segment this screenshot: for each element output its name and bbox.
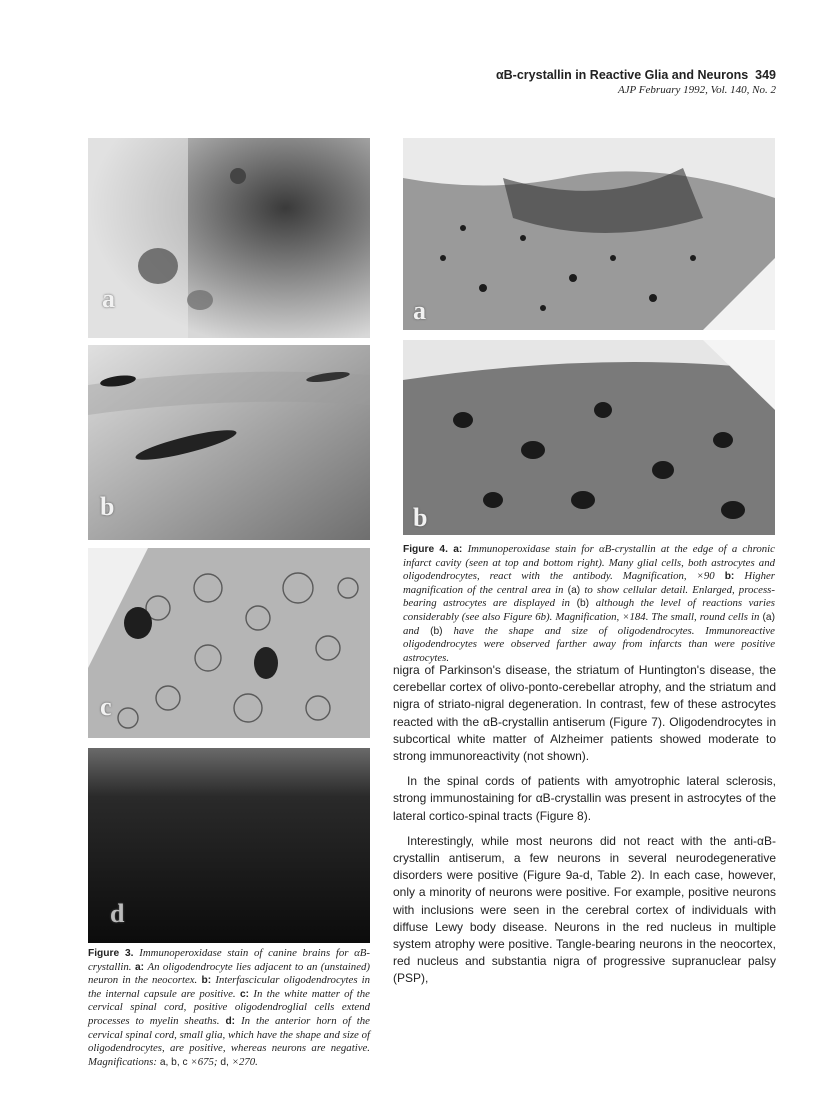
panel-ref: c: <box>239 988 250 1000</box>
paragraph: nigra of Parkinson's disease, the striatum of Huntington's disease, the cerebellar cortex of olivo-ponto-cerebellar atrophy, and the striatum and nigra of striato-nigral degeneration. In contrast, few of these astrocytes reacted with the αB-crystallin antiserum (Figure 7). Oligodendrocytes in subcortical white matter of Alzheimer patients showed moderate to strong immunoreactivity (not shown). <box>393 663 776 764</box>
body-text <box>393 662 776 996</box>
caption-text: to show cellular detail. Enlarged, process-bearing astrocytes are displayed in <box>403 583 775 610</box>
micrograph-image <box>88 138 370 338</box>
panel-label: d <box>110 899 125 928</box>
figure3-caption <box>88 947 370 1069</box>
panel-ref: b: <box>201 975 212 987</box>
caption-text: Immunoperoxidase stain of canine brains for αB-crystallin. <box>88 947 370 973</box>
caption-text: and <box>403 624 420 637</box>
running-title: αB-crystallin in Reactive Glia and Neurons <box>495 68 749 82</box>
figure-label: Figure 3. <box>88 948 134 959</box>
figure4-caption <box>403 543 775 665</box>
caption-text: ×675; <box>190 1055 218 1068</box>
paragraph: Interestingly, while most neurons did not react with the anti-αB-crystallin antiserum, a few neurons in several neurodegenerative disorders were positive (Figure 9a-d, Table 2). In each case, however, only a minority of neurons were positive. For example, positive neurons with inclusions were seen in the cerebral cortex of individuals with diffuse Lewy body disease. Neurons in the red nucleus in multiple system atrophy were positive. Tangle-bearing neurons in the neocortex, red nucleus and substantia nigra of progressive supranuclear palsy (PSP), <box>393 833 776 986</box>
figure3-panel-a <box>88 138 370 338</box>
micrograph-image <box>403 138 775 330</box>
caption-text: An oligodendrocyte lies adjacent to an (unstained) neuron in the neocortex. <box>88 960 370 987</box>
caption-text: In the white matter of the cervical spinal cord, positive oligodendroglial cells extend processes to myelin sheaths. <box>88 987 370 1027</box>
figure3-panel-b <box>88 345 370 540</box>
panel-ref: b: <box>724 571 735 583</box>
figure4-panel-b <box>403 340 775 535</box>
panel-ref: (b) <box>576 598 590 610</box>
panel-ref: d, <box>220 1056 229 1068</box>
panel-ref: a: <box>453 544 463 555</box>
caption-text: although the level of reactions varies considerably (see also Figure 6b). Magnification, ×184. The small, round cells in <box>403 597 775 623</box>
figure3-panel-d <box>88 748 370 943</box>
caption-text: Interfascicular oligodendrocytes in the internal capsule are positive. <box>88 974 370 1000</box>
panel-ref: a: <box>134 961 145 973</box>
figure-label: Figure 4. <box>403 544 448 555</box>
caption-text: Immunoperoxidase stain for αB-crystallin at the edge of a chronic infarct cavity (seen at top and bottom right). Many glial cells, both astrocytes and oligodendrocytes, react with the antibody. Magnification, ×90 <box>403 543 775 583</box>
panel-label: b <box>100 492 115 521</box>
running-header <box>380 68 776 82</box>
caption-text: In the anterior horn of the cervical spinal cord, small glia, which have the shape and size of oligodendrocytes, are positive, whereas neurons are negative. Magnifications: <box>88 1014 370 1068</box>
micrograph-image <box>88 748 370 943</box>
caption-text: ×270. <box>231 1055 258 1068</box>
journal-citation: AJP February 1992, Vol. 140, No. 2 <box>617 84 776 96</box>
micrograph-image <box>88 548 370 738</box>
page-number: 349 <box>755 68 776 82</box>
figure4-panel-a <box>403 138 775 330</box>
panel-label: a <box>102 284 115 313</box>
panel-ref: (a) <box>762 611 775 623</box>
panel-ref: (a) <box>567 584 581 596</box>
micrograph-image <box>88 345 370 540</box>
panel-label: b <box>413 503 428 532</box>
panel-label: c <box>100 692 112 721</box>
caption-text: have the shape and size of oligodendrocytes. Immunoreactive oligodendrocytes were observed farther away from infarcts than were positive astrocytes. <box>403 624 775 664</box>
paragraph: In the spinal cords of patients with amyotrophic lateral sclerosis, strong immunostaining for αB-crystallin was present in astrocytes of the lateral cortico-spinal tracts (Figure 8). <box>393 774 776 823</box>
panel-ref: d: <box>225 1015 236 1027</box>
panel-label: a <box>413 296 426 325</box>
caption-text: Higher magnification of the central area in <box>403 570 775 596</box>
micrograph-image <box>403 340 775 535</box>
figure3-panel-c <box>88 548 370 738</box>
panel-ref: (b) <box>430 625 443 637</box>
panel-ref: a, b, c <box>159 1056 188 1068</box>
